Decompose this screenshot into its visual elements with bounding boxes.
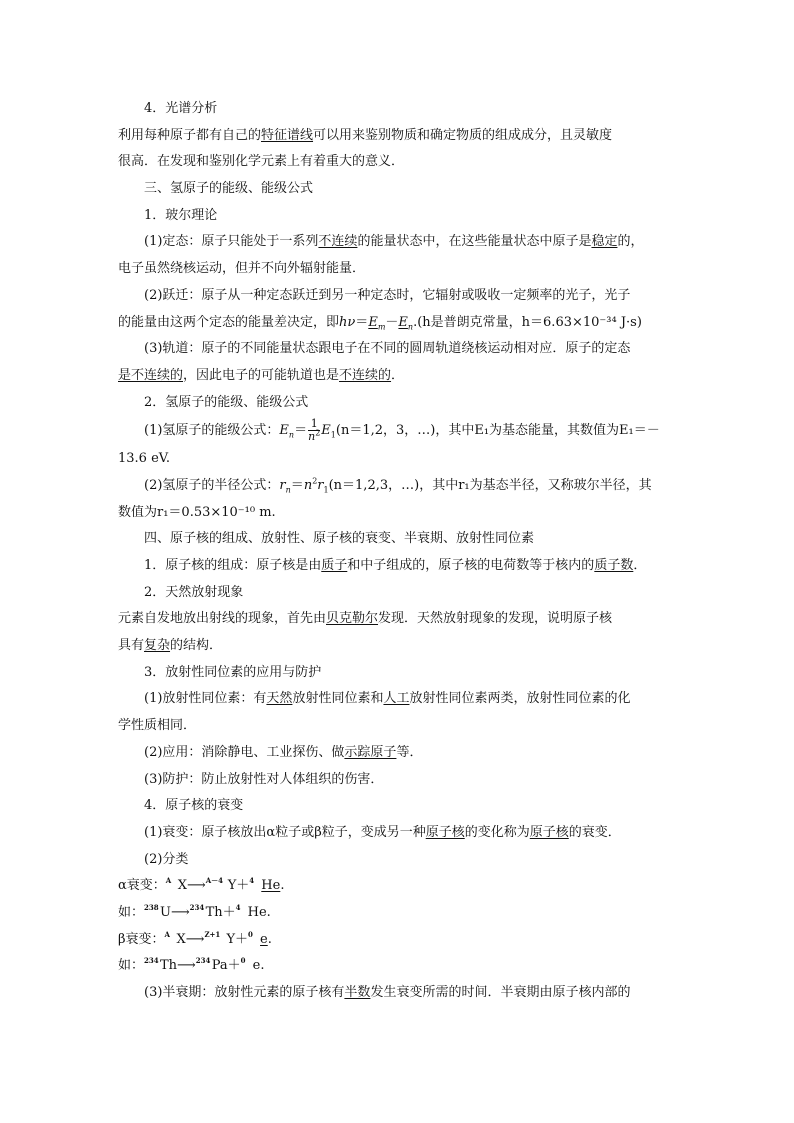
paragraph: 是不连续的，因此电子的可能轨道也是不连续的． [118,367,405,383]
paragraph: 学性质相同． [118,718,197,734]
paragraph: 1．原子核的组成：原子核是由质子和中子组成的，原子核的电荷数等于核内的质子数． [144,558,647,573]
paragraph: (2)氢原子的半径公式：$r_n=n^2r_1(n=1,2,3$，…)，其中r₁为基态半径，又称玻尔半径，其 [144,476,652,495]
paragraph: (1)衰变：原子核放出α粒子或β粒子，变成另一种原子核的变化称为原子核的衰变． [144,824,621,840]
paragraph: 电子虽然绕核运动，但并不向外辐射能量． [118,261,366,277]
paragraph: 很高．在发现和鉴别化学元素上有着重大的意义． [118,154,405,170]
paragraph: (2)分类 [144,851,189,867]
formula-alpha-example: 如： 238 U⟶ 234 Th＋ 4 He. [118,902,271,920]
paragraph: (1)放射性同位素：有天然放射性同位素和人工放射性同位素两类，放射性同位素的化 [144,691,631,707]
paragraph: 利用每种原子都有自己的特征谱线可以用来鉴别物质和确定物质的组成成分，且灵敏度 [118,127,613,143]
paragraph: (2)应用：消除静电、工业探伤、做示踪原子等． [144,744,423,760]
heading-nuclear-decay: 4．原子核的衰变 [144,798,244,814]
heading-spectrum-analysis: 4．光谱分析 [144,101,218,116]
paragraph: 元素自发地放出射线的现象，首先由贝克勒尔发现．天然放射现象的发现，说明原子核 [118,611,613,627]
paragraph: 13.6 eV. [118,451,171,467]
paragraph: (1)定态：原子只能处于一系列不连续的能量状态中，在这些能量状态中原子是稳定的， [144,234,644,250]
paragraph: 具有复杂的结构． [118,638,223,654]
formula-beta-decay: β衰变： A X⟶ Z+1 Y＋ 0 e. [118,929,272,947]
paragraph: 的能量由这两个定态的能量差决定，即$h\nu=E_m-E_n.(h$是普朗克常量，h＝6.63×10⁻³⁴ J·s) [118,314,642,332]
formula-energy-level: $E_n=$ $\frac{1}{n^2}$ $E_1$ [279,417,336,444]
heading-energy-levels: 2．氢原子的能级、能级公式 [144,394,309,410]
section-heading: 三、氢原子的能级、能级公式 [144,181,314,197]
formula-photon-energy: $h\nu=E_m-E_n$. [339,314,418,332]
section-heading: 四、原子核的组成、放射性、原子核的衰变、半衰期、放射性同位素 [144,531,535,547]
paragraph: (3)轨道：原子的不同能量状态跟电子在不同的圆周轨道绕核运动相对应．原子的定态 [144,341,631,357]
paragraph: (3)半衰期：放射性元素的原子核有半数发生衰变所需的时间．半衰期由原子核内部的 [144,985,631,1000]
heading-isotopes: 3．放射性同位素的应用与防护 [144,664,322,680]
paragraph: (1)氢原子的能级公式：$E_n=$ $\frac{1}{n^2}$ $E_1(n=1,2$，3，…)，其中E₁为基态能量，其数值为E₁＝－ [144,417,660,444]
formula-beta-example: 如： 234 Th⟶ 234 Pa＋ 0 e. [118,956,265,974]
paragraph: 数值为r₁＝0.53×10⁻¹⁰ m. [118,504,276,520]
paragraph: (3)防护：防止放射性对人体组织的伤害． [144,771,384,787]
heading-natural-radioactivity: 2．天然放射现象 [144,584,244,600]
document-page [118,96,678,1007]
heading-bohr-theory: 1．玻尔理论 [144,207,218,223]
formula-alpha-decay: α衰变： A X⟶ A－4 Y＋ 4 He. [118,876,285,894]
paragraph: (2)跃迁：原子从一种定态跃迁到另一种定态时，它辐射或吸收一定频率的光子，光子 [144,287,631,303]
formula-radius: $r_n=n^2r_1$ [279,476,329,495]
